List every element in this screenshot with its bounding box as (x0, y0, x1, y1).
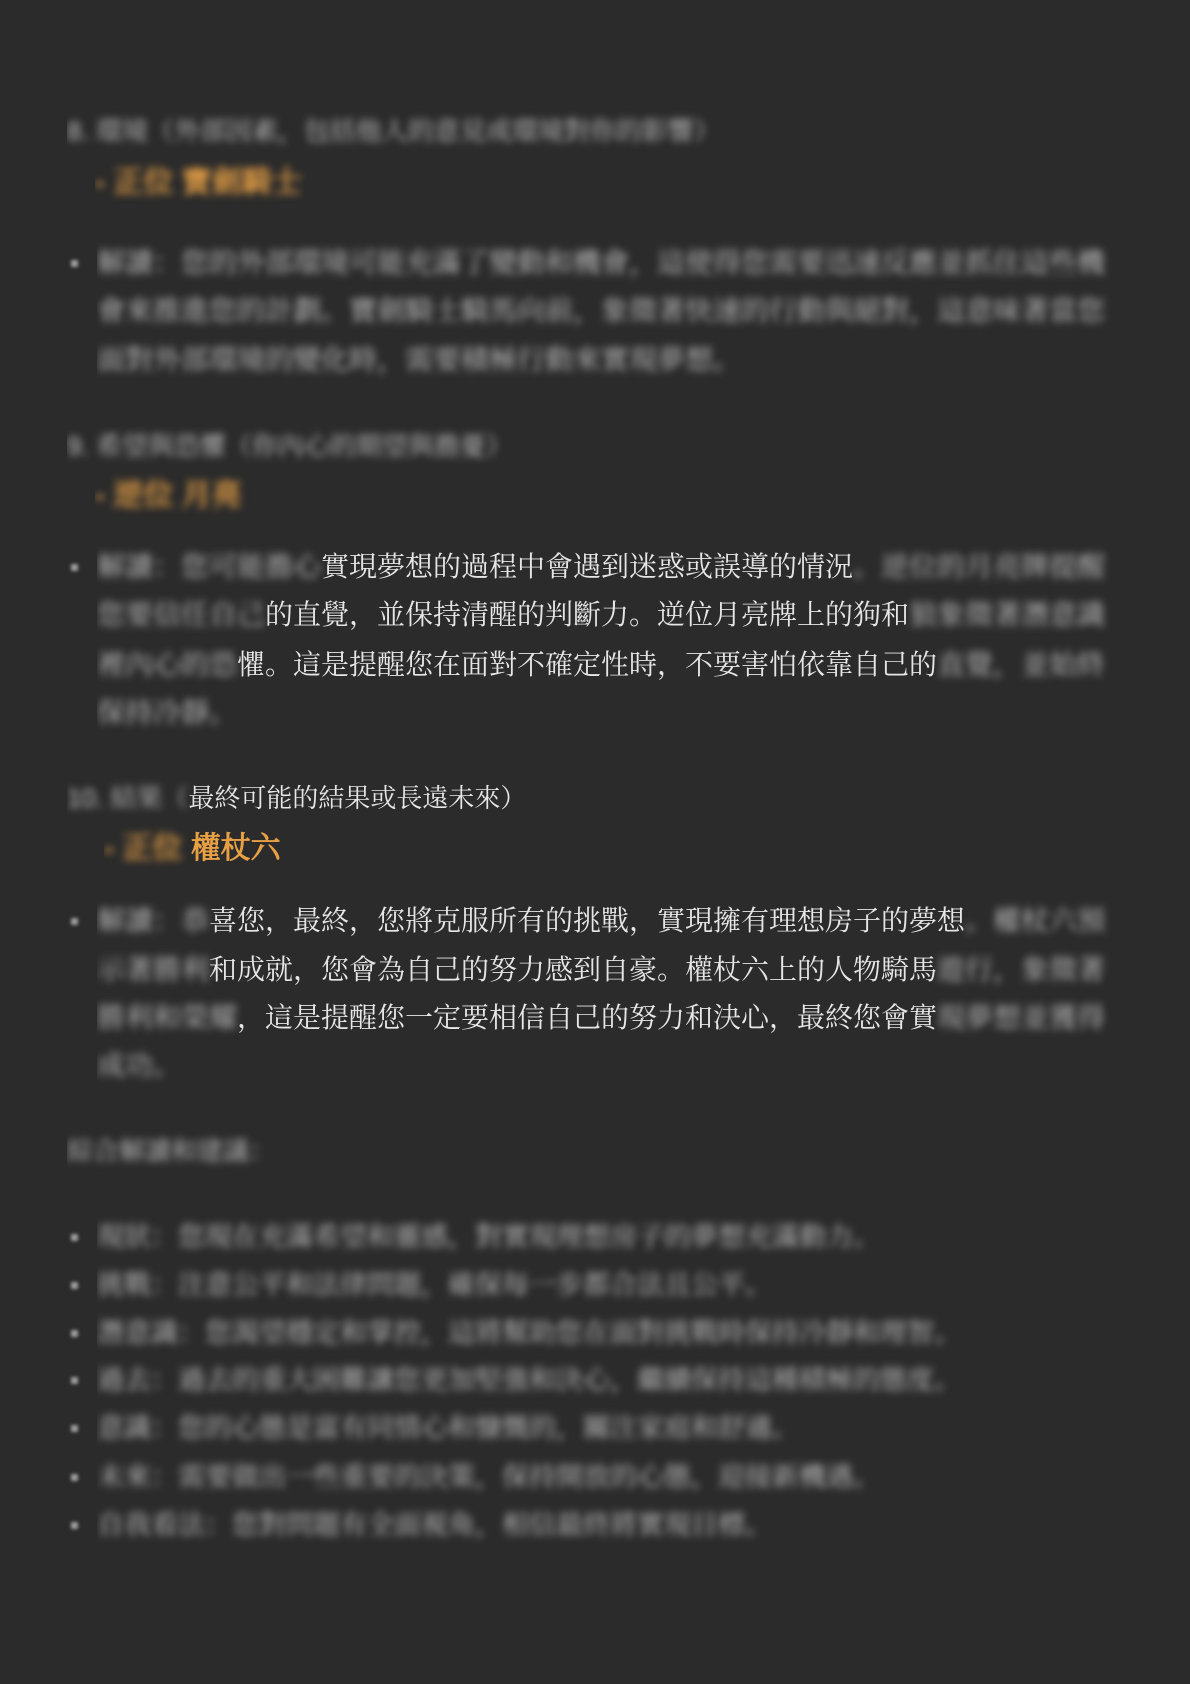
blurred-text: 未來：需要做出一些重要的決策，保持開放的心態，迎接新機遇。 (97, 1462, 880, 1492)
blurred-text: 示著勝利 (97, 954, 210, 985)
section-title (67, 107, 1120, 155)
bullet-icon (71, 918, 78, 925)
text-segment: 和成就，您會為自己的努力感到自豪。權杖六上的人物騎馬 (209, 954, 938, 985)
interpretation-line (97, 641, 1120, 689)
section-title (67, 774, 1120, 822)
blurred-text: 現狀：您現在充滿希望和靈感，對實現理想房子的夢想充滿動力。 (97, 1222, 880, 1252)
card-name (95, 472, 1120, 520)
bullet-icon (71, 1425, 78, 1432)
bullet-icon (71, 1282, 78, 1289)
blurred-text: 勝利和榮耀 (97, 1002, 238, 1033)
summary-list-item (97, 1404, 1120, 1452)
blurred-text: 會來推進您的計劃。寶劍騎士騎馬向前，象徵著快速的行動與絕對，這意味著當您 (97, 295, 1106, 326)
card-name (95, 159, 1120, 207)
blurred-text: 自我看法：您對問題有全面視角，相信最終將實現目標。 (97, 1510, 772, 1540)
interpretation-line (97, 287, 1120, 335)
blurred-text: 過去：過去的重大困難讓您更加堅強和決心，繼續保持這種積極的態度。 (97, 1365, 961, 1395)
summary-list-item (97, 1501, 1120, 1549)
text-segment: 懼。這是提醒您在面對不確定性時，不要害怕依靠自己的 (237, 649, 938, 680)
text-segment: 實現夢想的過程中會遇到迷惑或誤導的情況 (321, 551, 854, 582)
blurred-text: 潛意識：您渴望穩定和掌控，這將幫助您在面對挑戰時保持冷靜和理智。 (97, 1318, 961, 1348)
blurred-text: 意識：您的心態是富有同情心和慷慨的，關注家庭和舒適。 (97, 1413, 799, 1443)
blurred-text: - 正位 (104, 832, 191, 865)
interpretation-line (97, 591, 1120, 639)
text-segment: 權杖六 (190, 832, 281, 865)
interpretation-line (97, 946, 1120, 994)
bullet-icon (71, 564, 78, 571)
blurred-text: 直覺，並始終 (937, 649, 1106, 680)
blurred-text: - 正位 寶劍騎士 (95, 166, 302, 199)
summary-list-item (97, 1309, 1120, 1357)
blurred-text: 您要信任自己 (97, 599, 266, 630)
blurred-text: 保持冷靜。 (97, 697, 238, 728)
text-segment: 的直覺，並保持清醒的判斷力。逆位月亮牌上的狗和 (265, 599, 910, 630)
summary-list-item (97, 1453, 1120, 1501)
blurred-text: 解讀：恭 (97, 905, 210, 936)
bullet-icon (71, 1474, 78, 1481)
blurred-text: 裡內心的恐 (97, 649, 238, 680)
interpretation-line (97, 543, 1120, 591)
blurred-text: 挑戰：注意公平和法律問題，確保每一步都合法且公平。 (97, 1270, 772, 1300)
bullet-icon (71, 1377, 78, 1384)
blurred-text: 8. 環境（外部因素，包括他人的意見或環境對你的影響） (67, 116, 720, 146)
blurred-text: 成功。 (97, 1050, 182, 1081)
blurred-text: 狼象徵著潛意識 (909, 599, 1106, 630)
interpretation-line (97, 689, 1120, 737)
interpretation-line (97, 336, 1120, 384)
blurred-text: 現夢想並獲得 (937, 1002, 1106, 1033)
summary-list-item (97, 1261, 1120, 1309)
bullet-icon (71, 1234, 78, 1241)
blurred-text: 面對外部環境的變化時，需要積極行動來實現夢想。 (97, 344, 742, 375)
card-name (104, 825, 1120, 873)
interpretation-line (97, 897, 1120, 945)
bullet-icon (71, 260, 78, 267)
text-segment: 喜您，最終，您將克服所有的挑戰，實現擁有理想房子的夢想 (209, 905, 966, 936)
bullet-icon (71, 1330, 78, 1337)
interpretation-line (97, 239, 1120, 287)
blurred-text: 。權杖六預 (965, 905, 1106, 936)
blurred-text: 9. 希望與恐懼（你內心的期望與擔憂） (67, 431, 512, 461)
summary-heading (67, 1127, 1120, 1175)
text-segment: ，這是提醒您一定要相信自己的努力和決心，最終您會實 (237, 1002, 938, 1033)
blurred-text: 遊行，象徵著 (937, 954, 1106, 985)
section-title (67, 422, 1120, 470)
summary-list-item (97, 1213, 1120, 1261)
blurred-text: 10. 結果（ (67, 783, 189, 813)
text-segment: 最終可能的結果或長遠未來） (188, 783, 527, 813)
blurred-text: - 逆位 月亮 (95, 479, 242, 512)
blurred-text: 綜合解讀和建議： (67, 1136, 276, 1166)
bullet-icon (71, 1522, 78, 1529)
blurred-text: 。逆位的月亮牌提醒 (853, 551, 1106, 582)
interpretation-line (97, 994, 1120, 1042)
interpretation-line (97, 1042, 1120, 1090)
blurred-text: 解讀：您可能擔心 (97, 551, 322, 582)
blurred-text: 解讀：您的外部環境可能充滿了變動和機會，這使得您需要迅速反應並抓住這些機 (97, 247, 1106, 278)
summary-list-item (97, 1356, 1120, 1404)
